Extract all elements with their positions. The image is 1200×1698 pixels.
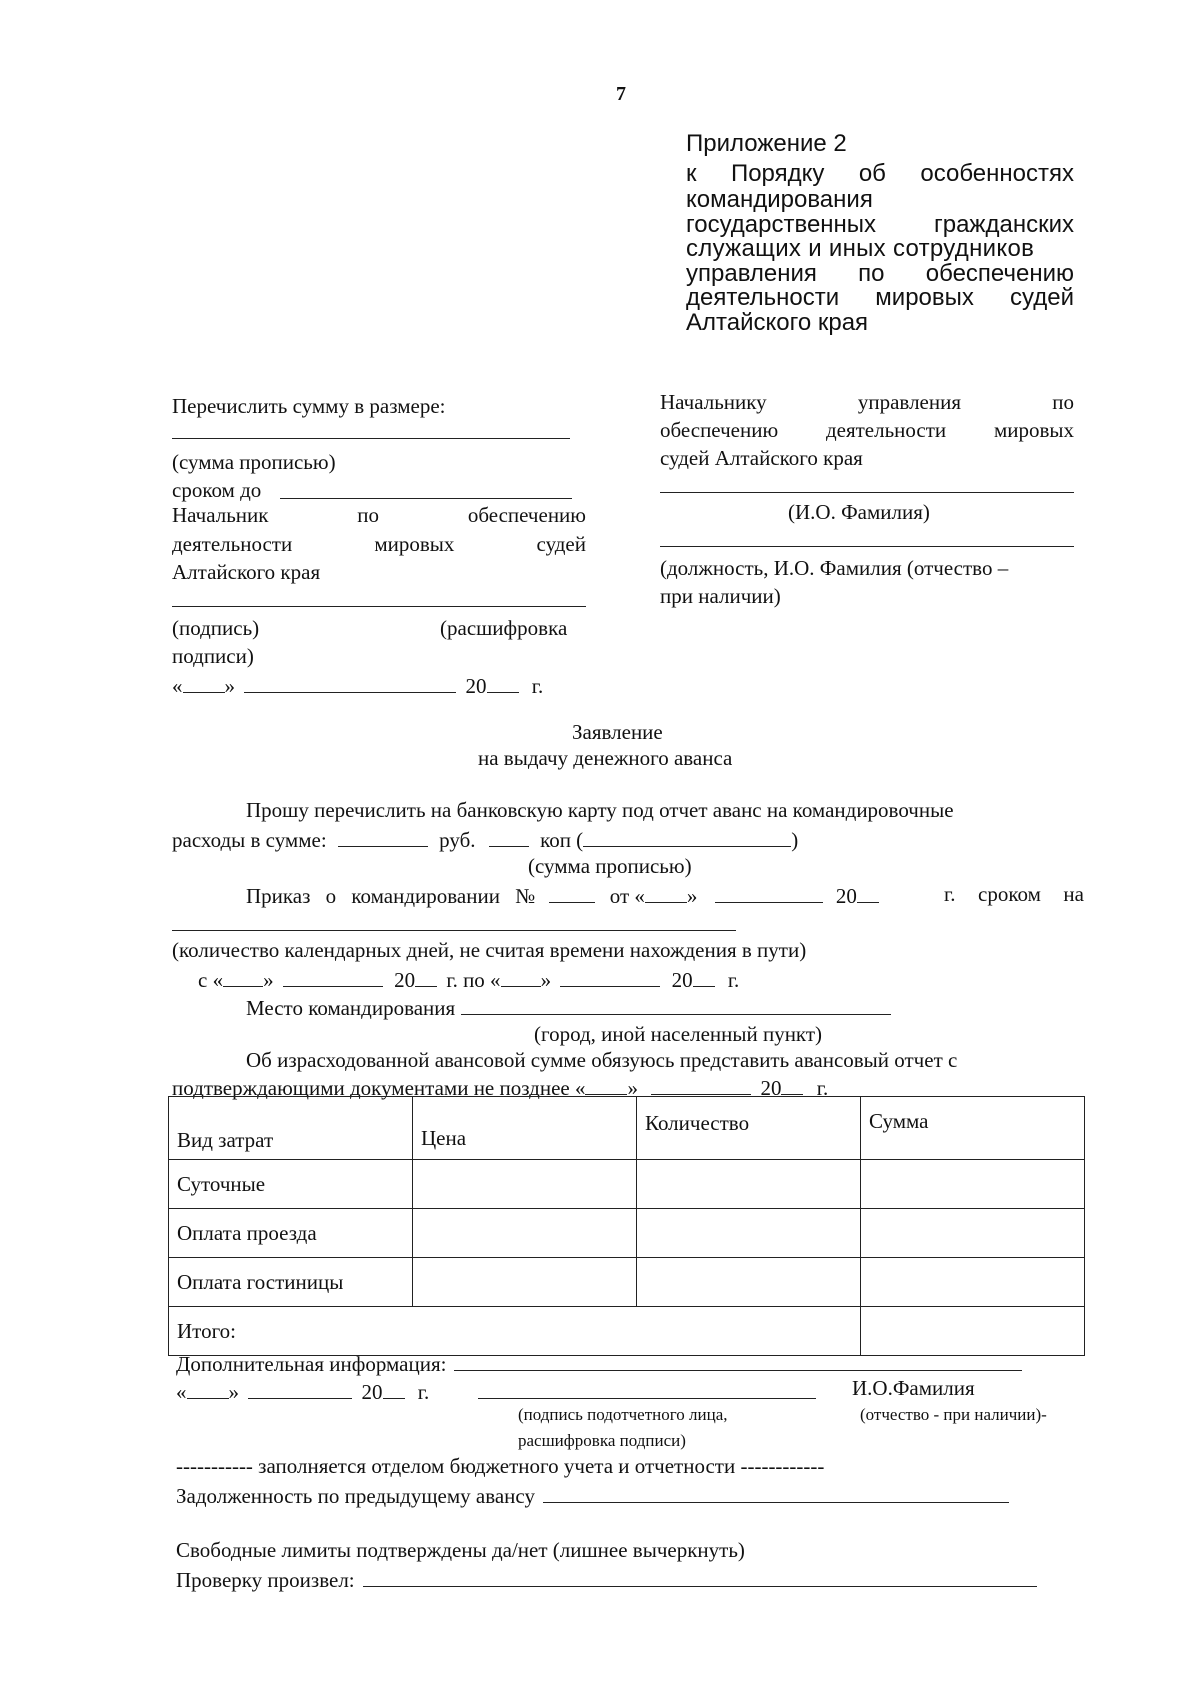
addressee-name-line bbox=[660, 492, 1074, 493]
sum-line bbox=[172, 438, 570, 439]
position-caption-1: (должность, И.О. Фамилия (отчество – bbox=[660, 556, 1009, 580]
table-row bbox=[169, 1209, 1085, 1258]
header-quantity: Количество bbox=[637, 1097, 861, 1160]
left-date-field: « » 20 г. bbox=[172, 674, 544, 698]
addressee-line-2: обеспечению деятельности мировых bbox=[660, 418, 1074, 442]
dept-separator: ----------- заполняется отделом бюджетного учета и отчетности ------------ bbox=[176, 1454, 825, 1478]
appendix-title: Приложение 2 bbox=[686, 130, 847, 157]
report-line-2: подтверждающими документами не позднее « » 20 г. bbox=[172, 1076, 829, 1100]
addressee-line-1: Начальнику управления по bbox=[660, 390, 1074, 414]
cell-sum bbox=[861, 1160, 1085, 1209]
appendix-line-5: управления по обеспечению bbox=[686, 260, 1074, 287]
appendix-line-7: Алтайского края bbox=[686, 309, 869, 336]
sign-caption-2: расшифровка подписи) bbox=[518, 1431, 686, 1450]
patronymic-caption: (отчество - при наличии)- bbox=[860, 1405, 1047, 1424]
row-label-travel: Оплата проезда bbox=[169, 1209, 413, 1258]
cell-price bbox=[413, 1209, 637, 1258]
head-line-3: Алтайского края bbox=[172, 560, 321, 584]
cell-quantity bbox=[637, 1160, 861, 1209]
applicant-line bbox=[660, 546, 1074, 547]
period-line: с « » 20 г. по « » 20 г. bbox=[198, 968, 740, 992]
appendix-line-1: к Порядку об особенностях bbox=[686, 160, 1074, 187]
cell-price bbox=[413, 1258, 637, 1307]
table-row bbox=[169, 1258, 1085, 1307]
request-line-2: расходы в сумме: руб. коп ( ) bbox=[172, 828, 799, 852]
table-row bbox=[169, 1160, 1085, 1209]
header-sum: Сумма bbox=[861, 1097, 1085, 1160]
request-line-1: Прошу перечислить на банковскую карту под отчет аванс на командировочные bbox=[246, 798, 954, 822]
order-line: Приказ о командировании № от « » 20 bbox=[246, 884, 879, 907]
header-price: Цена bbox=[413, 1097, 637, 1160]
page-number: 7 bbox=[616, 83, 626, 105]
cell-sum bbox=[861, 1209, 1085, 1258]
decoding-caption: (расшифровка bbox=[440, 616, 568, 640]
transfer-label: Перечислить сумму в размере: bbox=[172, 394, 446, 418]
sign-caption-1: (подпись подотчетного лица, bbox=[518, 1405, 728, 1424]
limits-line: Свободные лимиты подтверждены да/нет (лишнее вычеркнуть) bbox=[176, 1538, 745, 1562]
footer-fio: И.О.Фамилия bbox=[852, 1376, 975, 1400]
signature-caption: (подпись) bbox=[172, 616, 260, 640]
deadline-label: сроком до bbox=[172, 478, 262, 502]
appendix-line-6: деятельности мировых судей bbox=[686, 284, 1074, 311]
name-caption: (И.О. Фамилия) bbox=[788, 500, 930, 524]
footer-date: « » 20 г. bbox=[176, 1380, 430, 1404]
costs-table bbox=[168, 1096, 1085, 1356]
sum-words-caption: (сумма прописью) bbox=[528, 854, 692, 878]
statement-subtitle: на выдачу денежного аванса bbox=[478, 746, 733, 770]
place-caption: (город, иной населенный пункт) bbox=[534, 1022, 823, 1046]
table-total-row bbox=[169, 1307, 1085, 1356]
cell-quantity bbox=[637, 1209, 861, 1258]
head-line-2: деятельности мировых судей bbox=[172, 532, 586, 556]
appendix-line-3: государственных гражданских bbox=[686, 211, 1074, 238]
row-label-total: Итого: bbox=[169, 1307, 861, 1356]
cell-quantity bbox=[637, 1258, 861, 1307]
debt-line: Задолженность по предыдущему авансу bbox=[176, 1484, 1009, 1507]
appendix-line-4: служащих и иных сотрудников bbox=[686, 235, 1035, 262]
additional-info: Дополнительная информация: bbox=[176, 1352, 1022, 1375]
place-line: Место командирования bbox=[246, 996, 891, 1019]
sum-in-words-caption: (сумма прописью) bbox=[172, 450, 336, 474]
days-line bbox=[172, 930, 736, 931]
statement-title: Заявление bbox=[572, 720, 663, 744]
order-term: г. сроком на bbox=[944, 882, 1084, 906]
row-label-hotel: Оплата гостиницы bbox=[169, 1258, 413, 1307]
deadline-line bbox=[280, 498, 572, 499]
head-signature-line bbox=[172, 606, 586, 607]
addressee-line-3: судей Алтайского края bbox=[660, 446, 863, 470]
days-caption: (количество календарных дней, не считая времени нахождения в пути) bbox=[172, 938, 807, 962]
footer-signature-line bbox=[478, 1398, 816, 1399]
appendix-line-2: командирования bbox=[686, 186, 873, 213]
table-header-row bbox=[169, 1097, 1085, 1160]
header-cost-type: Вид затрат bbox=[169, 1097, 413, 1160]
decoding-caption-2: подписи) bbox=[172, 644, 254, 668]
position-caption-2: при наличии) bbox=[660, 584, 781, 608]
cell-sum bbox=[861, 1258, 1085, 1307]
head-line-1: Начальник по обеспечению bbox=[172, 503, 586, 527]
cell-price bbox=[413, 1160, 637, 1209]
row-label-daily: Суточные bbox=[169, 1160, 413, 1209]
report-line-1: Об израсходованной авансовой сумме обязуюсь представить авансовый отчет с bbox=[246, 1048, 958, 1072]
checked-by-line: Проверку произвел: bbox=[176, 1568, 1037, 1591]
cell-total-sum bbox=[861, 1307, 1085, 1356]
